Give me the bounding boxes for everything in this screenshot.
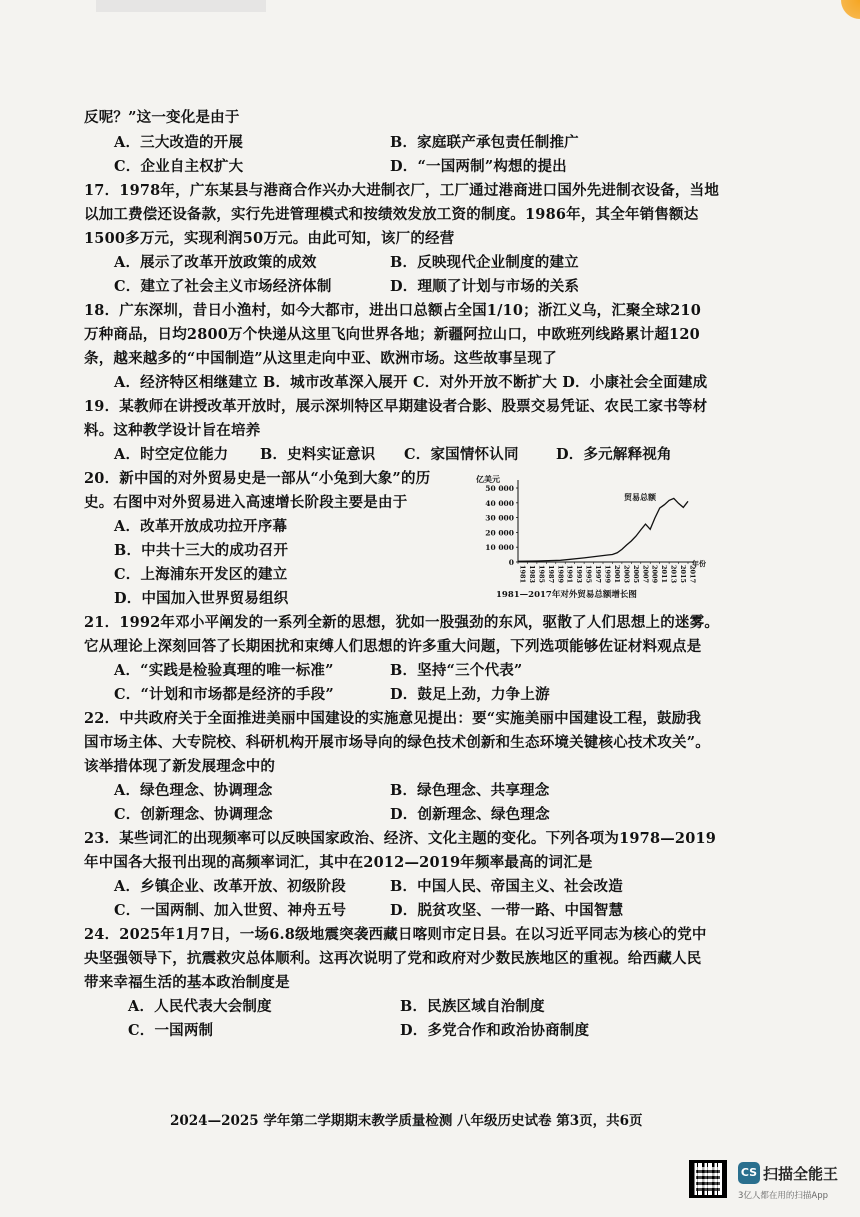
q24-stem: 带来幸福生活的基本政治制度是 xyxy=(84,974,290,991)
q19-option-d: D．多元解释视角 xyxy=(556,446,672,463)
page-footer: 2024—2025 学年第二学期期末教学质量检测 八年级历史试卷 第3页，共6页 xyxy=(170,1113,643,1129)
q17-stem: 17．1978年，广东某县与港商合作兴办大进制衣厂，工厂通过港商进口国外先进制衣设备，当地 xyxy=(84,182,720,199)
q20-option-b: B．中共十三大的成功召开 xyxy=(114,542,289,559)
q24-stem: 24．2025年1月7日，一场6.8级地震突袭西藏日喀则市定日县。在以习近平同志为核心的党中 xyxy=(84,926,707,943)
x-tick-label: 1989 xyxy=(556,565,565,584)
q24-option-a: A．人民代表大会制度 xyxy=(128,998,272,1015)
q23-stem: 年中国各大报刊出现的高频率词汇，其中在2012—2019年频率最高的词汇是 xyxy=(84,854,593,871)
x-tick-label: 2003 xyxy=(622,565,631,584)
q19-option-a: A．时空定位能力 xyxy=(114,446,229,463)
q22-option-d: D．创新理念、绿色理念 xyxy=(390,806,550,823)
q16-option-a: A．三大改造的开展 xyxy=(114,134,244,151)
trade-chart xyxy=(474,474,706,600)
q24-option-d: D．多党合作和政治协商制度 xyxy=(400,1022,590,1039)
q18-stem: 万种商品，日均2800万个快递从这里飞向世界各地；新疆阿拉山口，中欧班列线路累计超120 xyxy=(84,326,700,343)
q16-stem-end: 反呢？”这一变化是由于 xyxy=(84,109,240,126)
q23-option-c: C．一国两制、加入世贸、神舟五号 xyxy=(114,902,347,919)
q21-option-a: A．“实践是检验真理的唯一标准” xyxy=(114,662,334,679)
x-tick-label: 1985 xyxy=(537,565,546,584)
q20-option-c: C．上海浦东开发区的建立 xyxy=(114,566,288,583)
q17-option-c: C．建立了社会主义市场经济体制 xyxy=(114,278,332,295)
q24-stem: 央坚强领导下，抗震救灾总体顺利。这再次说明了党和政府对少数民族地区的重视。给西藏人民 xyxy=(84,950,702,967)
x-tick-label: 2011 xyxy=(660,565,669,584)
x-axis-label: 年份 xyxy=(692,559,706,568)
camscanner-logo: CS xyxy=(738,1162,760,1184)
q17-stem: 以加工费偿还设备款，实行先进管理模式和按绩效发放工资的制度。1986年，其全年销售额达 xyxy=(84,206,699,223)
q23-option-d: D．脱贫攻坚、一带一路、中国智慧 xyxy=(390,902,624,919)
q19-option-b: B．史料实证意识 xyxy=(260,446,376,463)
q21-stem: 21．1992年邓小平阐发的一系列全新的思想，犹如一股强劲的东风，驱散了人们思想上的迷雾。 xyxy=(84,614,720,631)
q17-stem: 1500多万元，实现利润50万元。由此可知，该厂的经营 xyxy=(84,230,455,247)
q21-stem: 它从理论上深刻回答了长期困扰和束缚人们思想的许多重大问题，下列选项能够佐证材料观点是 xyxy=(84,638,702,655)
q19-stem: 料。这种教学设计旨在培养 xyxy=(84,422,261,439)
q24-option-c: C．一国两制 xyxy=(128,1022,214,1039)
q22-stem: 该举措体现了新发展理念中的 xyxy=(84,758,276,775)
x-tick-label: 1981 xyxy=(518,565,527,584)
q18-options: A．经济特区相继建立 B．城市改革深入展开 C．对外开放不断扩大 D．小康社会全面建成 xyxy=(114,374,708,391)
x-tick-label: 1995 xyxy=(584,565,593,584)
x-tick-label: 2017 xyxy=(688,565,697,584)
q17-option-b: B．反映现代企业制度的建立 xyxy=(390,254,579,271)
y-tick-label: 30 000 xyxy=(485,513,514,523)
q23-option-a: A．乡镇企业、改革开放、初级阶段 xyxy=(114,878,346,895)
x-tick-label: 1993 xyxy=(575,565,584,584)
q19-stem: 19．某教师在讲授改革开放时，展示深圳特区早期建设者合影、股票交易凭证、农民工家书等材 xyxy=(84,398,708,415)
q22-stem: 22．中共政府关于全面推进美丽中国建设的实施意见提出：要“实施美丽中国建设工程，鼓励我 xyxy=(84,710,702,727)
q18-stem: 条，越来越多的“中国制造”从这里走向中亚、欧洲市场。这些故事呈现了 xyxy=(84,350,557,367)
scanner-title: 扫描全能王 xyxy=(763,1165,839,1183)
x-tick-label: 1991 xyxy=(565,565,574,584)
q18-stem: 18．广东深圳，昔日小渔村，如今大都市，进出口总额占全国1/10；浙江义乌，汇聚全球210 xyxy=(84,302,702,319)
q20-stem: 史。右图中对外贸易进入高速增长阶段主要是由于 xyxy=(84,494,408,511)
q24-option-b: B．民族区域自治制度 xyxy=(400,998,545,1015)
q19-option-c: C．家国情怀认同 xyxy=(404,446,519,463)
q23-option-b: B．中国人民、帝国主义、社会改造 xyxy=(390,878,623,895)
x-tick-label: 2013 xyxy=(669,565,678,584)
q21-option-c: C．“计划和市场都是经济的手段” xyxy=(114,686,334,703)
q22-option-a: A．绿色理念、协调理念 xyxy=(114,782,273,799)
q22-option-b: B．绿色理念、共享理念 xyxy=(390,782,550,799)
q20-option-d: D．中国加入世界贸易组织 xyxy=(114,590,289,607)
x-tick-label: 2001 xyxy=(612,565,621,584)
x-tick-label: 1987 xyxy=(546,565,555,584)
series-label: 贸易总额 xyxy=(624,492,656,502)
q17-option-a: A．展示了改革开放政策的成效 xyxy=(114,254,317,271)
x-tick-label: 2009 xyxy=(650,565,659,584)
q16-option-b: B．家庭联产承包责任制推广 xyxy=(390,134,579,151)
trade-chart-svg xyxy=(474,474,706,600)
y-tick-label: 0 xyxy=(508,558,514,567)
x-tick-label: 1999 xyxy=(603,565,612,584)
corner-mark xyxy=(838,0,860,22)
q20-stem: 20．新中国的对外贸易史是一部从“小兔到大象”的历 xyxy=(84,470,431,487)
q17-option-d: D．理顺了计划与市场的关系 xyxy=(390,278,580,295)
q20-option-a: A．改革开放成功拉开序幕 xyxy=(114,518,288,535)
chart-caption: 1981—2017年对外贸易总额增长图 xyxy=(496,590,637,600)
q23-stem: 23．某些词汇的出现频率可以反映国家政治、经济、文化主题的变化。下列各项为1978—2019 xyxy=(84,830,717,847)
scan-artifact xyxy=(96,0,266,12)
y-tick-label: 50 000 xyxy=(485,484,514,493)
x-tick-label: 1997 xyxy=(594,565,603,584)
q22-option-c: C．创新理念、协调理念 xyxy=(114,806,273,823)
scanner-subtitle: 3亿人都在用的扫描App xyxy=(738,1191,829,1201)
q21-option-b: B．坚持“三个代表” xyxy=(390,662,523,679)
trade-total-line xyxy=(518,498,688,561)
q22-stem: 国市场主体、大专院校、科研机构开展市场导向的绿色技术创新和生态环境关键核心技术攻关”。 xyxy=(84,734,710,751)
q16-option-d: D．“一国两制”构想的提出 xyxy=(390,158,567,175)
x-tick-label: 2015 xyxy=(679,565,688,584)
y-tick-label: 40 000 xyxy=(485,498,514,508)
qr-code-icon xyxy=(689,1160,727,1198)
y-axis-label: 亿美元 xyxy=(476,474,500,484)
q21-option-d: D．鼓足上劲，力争上游 xyxy=(390,686,550,703)
y-tick-label: 10 000 xyxy=(485,543,514,553)
q16-option-c: C．企业自主权扩大 xyxy=(114,158,244,175)
x-tick-label: 2007 xyxy=(641,565,650,584)
x-tick-label: 1983 xyxy=(527,565,536,584)
y-tick-label: 20 000 xyxy=(485,528,514,538)
x-tick-label: 2005 xyxy=(631,565,640,584)
